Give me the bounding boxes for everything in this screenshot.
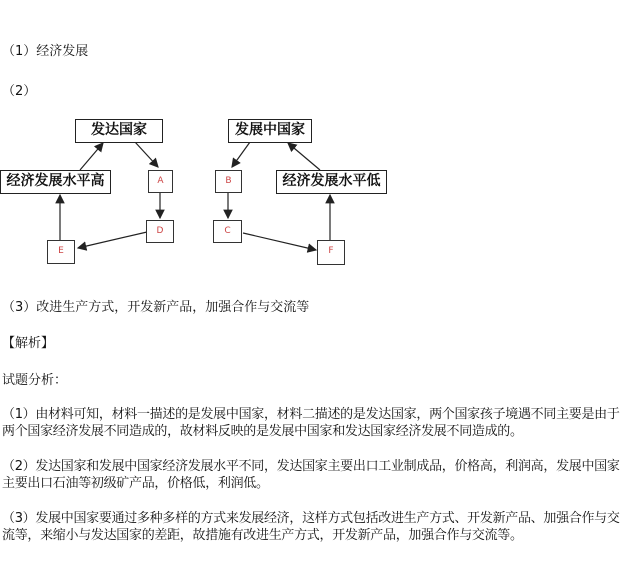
blank-d: D xyxy=(146,220,174,243)
answer-3: （3）改进生产方式，开发新产品，加强合作与交流等 xyxy=(2,300,310,315)
answer-1: （1）经济发展 xyxy=(2,44,89,59)
blank-c: C xyxy=(213,220,242,243)
developed-country-box: 发达国家 xyxy=(75,119,163,143)
analysis-heading: 【解析】 xyxy=(2,336,55,351)
blank-e: E xyxy=(47,240,75,264)
blank-b: B xyxy=(215,170,242,193)
developing-country-box: 发展中国家 xyxy=(228,119,312,143)
analysis-paragraph-3: （3）发展中国家要通过多种多样的方式来发展经济，这样方式包括改进生产方式、开发新产品、加强合作与交流等，来缩小与发达国家的差距，故措施有改进生产方式，开发新产品，加强合作与交流等。 xyxy=(2,511,620,543)
analysis-intro: 试题分析： xyxy=(2,373,68,388)
blank-f: F xyxy=(317,240,345,265)
answer-2-label: （2） xyxy=(2,84,37,99)
analysis-paragraph-2: （2）发达国家和发展中国家经济发展水平不同，发达国家主要出口工业制成品，价格高，利润高，发展中国家主要出口石油等初级矿产品，价格低，利润低。 xyxy=(2,459,620,491)
analysis-paragraph-1: （1）由材料可知，材料一描述的是发展中国家，材料二描述的是发达国家，两个国家孩子境遇不同主要是由于两个国家经济发展不同造成的，故材料反映的是发展中国家和发达国家经济发展不同造成的。 xyxy=(2,407,620,439)
blank-a: A xyxy=(148,170,173,193)
developing-level-box: 经济发展水平低 xyxy=(276,170,387,194)
developed-level-box: 经济发展水平高 xyxy=(0,170,111,194)
